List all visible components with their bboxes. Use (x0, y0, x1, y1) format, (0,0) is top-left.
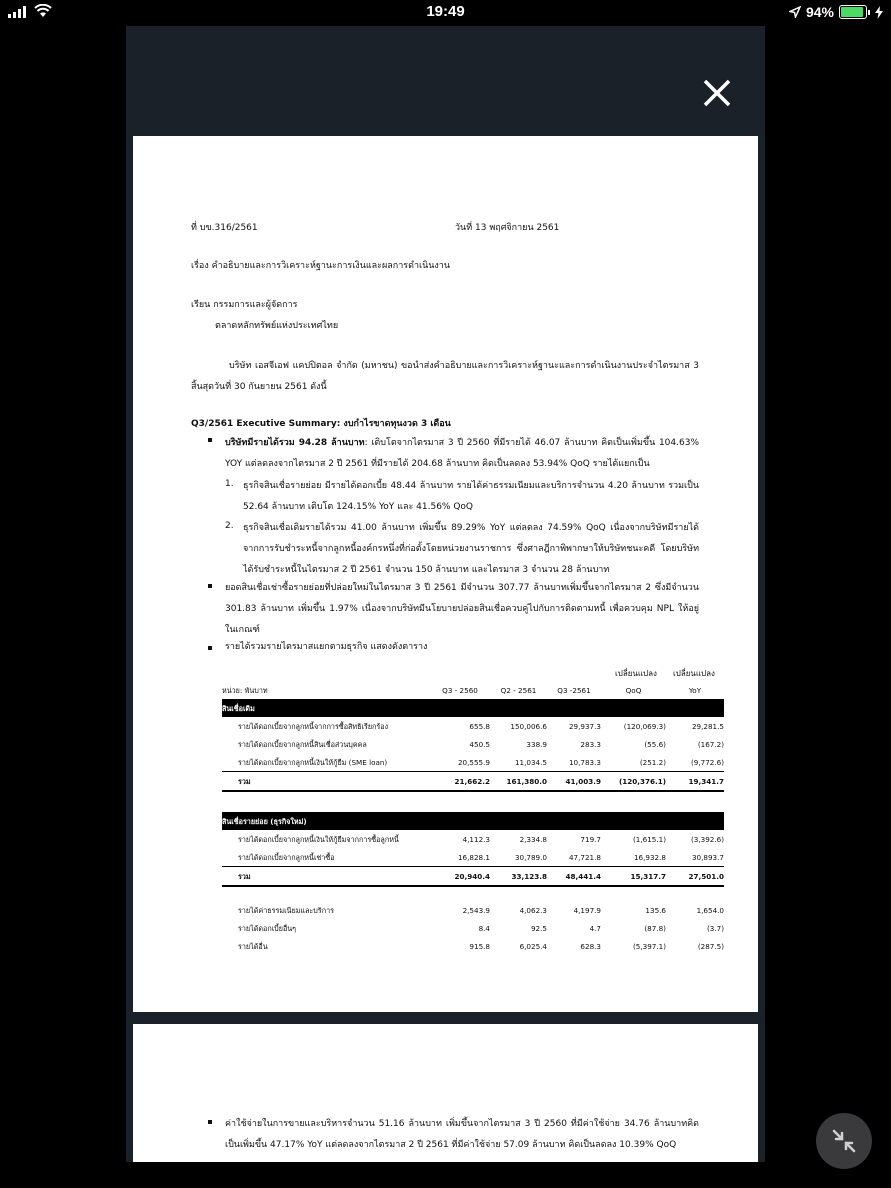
table-spacer (222, 791, 724, 812)
cell-value: 11,034.5 (514, 757, 547, 767)
table-total-row (222, 867, 724, 887)
cell-value: 30,789.0 (514, 852, 547, 862)
sub-item-1-text: ธุรกิจสินเชื่อรายย่อย มีรายได้ดอกเบี้ย 48.44 ล้านบาท รายได้ค่าธรรมเนียมและบริการจำนวน 4.20 ล้านบาท รวมเป็น 52.64 ล้านบาท เติบโต 124.15% YoY และ 41.56% QoQ (243, 481, 699, 512)
row-label: รายได้ดอกเบี้ยจากลูกหนี้สินเชื่อส่วนบุคคล (238, 739, 367, 749)
row-label: รายได้ดอกเบี้ยจากลูกหนี้เช่าซื้อ (238, 852, 335, 862)
cell-value: 10,783.3 (568, 757, 601, 767)
cell-value: 915.8 (469, 941, 490, 951)
bullet-dot (208, 584, 212, 588)
cell-value: (3.7) (706, 923, 724, 933)
cell-value: Q3 -2561 (557, 685, 591, 695)
document-page-2 (133, 1024, 758, 1162)
status-time: 19:49 (426, 3, 465, 20)
cell-value: (167.2) (697, 739, 724, 749)
cell-value: 20,555.9 (457, 757, 490, 767)
cell-value: 92.5 (530, 923, 547, 933)
row-label: รายได้ค่าธรรมเนียมและบริการ (238, 905, 334, 915)
row-label: รายได้อื่น (238, 941, 268, 951)
cell-value: 4,062.3 (519, 905, 547, 915)
cell-value: 1,654.0 (696, 905, 724, 915)
document-subject: เรื่อง คำอธิบายและการวิเคราะห์ฐานะการเงินและผลการดำเนินงาน (191, 261, 450, 271)
bullet-dot (208, 1120, 212, 1124)
bullet-revenue-text: : เติบโตจากไตรมาส 3 ปี 2560 ที่มีรายได้ 46.07 ล้านบาท คิดเป็นเพิ่มขึ้น 104.63% YOY แต่ลดลงจากไตรมาส 2 ปี 2561 ที่มีรายได้ 204.68 ล้านบาท คิดเป็นลดลง 53.94% QoQ รายได้แยกเป็น (225, 438, 699, 469)
sub-item-1-number: 1. (225, 479, 234, 489)
table-row (222, 919, 724, 937)
document-ref-no: ที่ บข.316/2561 (191, 223, 258, 233)
cell-value: 8.4 (478, 923, 490, 933)
cell-value: 16,828.1 (457, 852, 490, 862)
table-change-label-yoy: เปลี่ยนแปลง (673, 669, 715, 678)
cell-value: 4.7 (589, 923, 601, 933)
battery-percent: 94% (805, 4, 834, 20)
table-row (222, 901, 724, 919)
bullet-expenses: ค่าใช้จ่ายในการขายและบริหารจำนวน 51.16 ล้านบาท เพิ่มขึ้นจากไตรมาส 3 ปี 2560 ที่มีค่าใช้จ่าย 34.76 ล้านบาทคิดเป็นเพิ่มขึ้น 47.17% YoY แต่ลดลงจากไตรมาส 2 ปี 2561 ที่มีค่าใช้จ่าย 57.09 ล้านบาท คิดเป็นลดลง 10.39% QoQ (225, 1119, 699, 1150)
bullet-dot (208, 646, 212, 650)
table-spacer (222, 886, 724, 901)
cell-value: (87.8) (644, 923, 666, 933)
cell-value: 19,341.7 (666, 772, 724, 792)
document-addressee-org: ตลาดหลักทรัพย์แห่งประเทศไทย (215, 321, 339, 331)
table-row (222, 848, 724, 867)
cell-value: YoY (688, 685, 702, 695)
row-label: รวม (222, 772, 430, 792)
row-label: รายได้ดอกเบี้ยจากลูกหนี้จากการซื้อสิทธิเรียกร้อง (238, 721, 389, 731)
cell-value: 29,281.5 (691, 721, 724, 731)
bullet-table-intro: รายได้รวมรายไตรมาสแยกตามธุรกิจ แสดงดังตาราง (225, 642, 428, 652)
intro-paragraph: บริษัท เอสจีเอฟ แคปปิตอล จำกัด (มหาชน) ขอนำส่งคำอธิบายและการวิเคราะห์ฐานะและการดำเนินงานประจำไตรมาส 3 สิ้นสุดวันที่ 30 กันยายน 2561 ดังนี้ (191, 361, 699, 392)
section-header (222, 699, 724, 717)
cell-value: 33,123.8 (490, 867, 547, 887)
bullet-revenue (225, 433, 699, 475)
table-total-row (222, 772, 724, 792)
cell-value: 6,025.4 (519, 941, 547, 951)
document-addressee: เรียน กรรมการและผู้จัดการ (191, 300, 298, 310)
bullet-loans: ยอดสินเชื่อเช่าซื้อรายย่อยที่ปล่อยใหม่ในไตรมาส 3 ปี 2561 มีจำนวน 307.77 ล้านบาทเพิ่มขึ้นจากไตรมาส 2 ซึ่งมีจำนวน 301.83 ล้านบาท เพิ่มขึ้น 1.97% เนื่องจากบริษัทมีนโยบายปล่อยสินเชื่อควบคู่ไปกับการติดตามหนี้ เพื่อควบคุม NPL ให้อยู่ในเกณฑ์ (225, 583, 699, 635)
document-viewer[interactable] (126, 26, 765, 1162)
table-row (222, 735, 724, 753)
cell-value: 450.5 (469, 739, 490, 749)
document-page-1 (133, 136, 758, 1012)
table-header-row (222, 681, 724, 699)
cell-value: Q3 - 2560 (442, 685, 478, 695)
table-change-label-qoq: เปลี่ยนแปลง (615, 669, 657, 678)
exit-fullscreen-button[interactable] (816, 1113, 872, 1169)
cell-value: 655.8 (469, 721, 490, 731)
cell-value: (5,397.1) (632, 941, 666, 951)
cell-value: 4,112.3 (462, 834, 490, 844)
cell-value: 20,940.4 (430, 867, 490, 887)
cell-value: (287.5) (697, 941, 724, 951)
cell-value: 150,006.6 (510, 721, 547, 731)
row-label: รวม (222, 867, 430, 887)
table-row (222, 717, 724, 735)
cell-value: 628.3 (580, 941, 601, 951)
cell-value: 48,441.4 (547, 867, 601, 887)
cell-value: 27,501.0 (666, 867, 724, 887)
cell-value: QoQ (625, 685, 642, 695)
location-arrow-icon (789, 6, 801, 18)
cell-value: 21,662.2 (430, 772, 490, 792)
cell-value: 283.3 (580, 739, 601, 749)
cell-value: 41,003.9 (547, 772, 601, 792)
section-title: สินเชื่อรายย่อย (ธุรกิจใหม่) (222, 812, 724, 830)
row-label: รายได้ดอกเบี้ยอื่นๆ (238, 923, 297, 933)
cell-value: 161,380.0 (490, 772, 547, 792)
row-label: รายได้ดอกเบี้ยจากลูกหนี้เงินให้กู้ยืม (SME loan) (238, 757, 388, 767)
table-row (222, 830, 724, 848)
cell-value: 4,197.9 (573, 905, 601, 915)
table-row (222, 753, 724, 772)
section-title: สินเชื่อเดิม (222, 699, 724, 717)
cell-value: 2,334.8 (519, 834, 547, 844)
row-label: รายได้ดอกเบี้ยจากลูกหนี้เงินให้กู้ยืมจากการซื้อลูกหนี้ (238, 834, 399, 844)
row-label: หน่วย: พันบาท (222, 685, 268, 695)
sub-item-2-number: 2. (225, 521, 234, 531)
cell-value: (55.6) (644, 739, 666, 749)
cell-value: (251.2) (639, 757, 666, 767)
cell-value: (120,069.3) (623, 721, 666, 731)
cell-value: (1,615.1) (632, 834, 666, 844)
close-button[interactable] (695, 71, 739, 115)
cell-value: (120,376.1) (601, 772, 666, 792)
cell-value: 47,721.8 (568, 852, 601, 862)
cell-value: (3,392.6) (690, 834, 724, 844)
revenue-table (222, 681, 724, 955)
cell-value: Q2 - 2561 (500, 685, 537, 695)
cell-value: 135.6 (645, 905, 666, 915)
charging-bolt-icon (875, 6, 883, 19)
collapse-arrows-icon (816, 1113, 872, 1169)
table-row (222, 937, 724, 955)
sub-item-2-text: ธุรกิจสินเชื่อเดิมรายได้รวม 41.00 ล้านบาท เพิ่มขึ้น 89.29% YoY แต่ลดลง 74.59% QoQ เนื่องจากบริษัทมีรายได้จากการรับชำระหนี้จากลูกหนี้องค์กรหนึ่งที่ก่อตั้งโดยหน่วยงานราชการ ซึ่งศาลฎีกาพิพากษาให้บริษัทชนะคดี โดยบริษัทได้รับชำระหนี้ในไตรมาส 2 ปี 2561 จำนวน 150 ล้านบาท และไตรมาส 3 จำนวน 28 ล้านบาท (243, 523, 699, 575)
cell-value: 15,317.7 (601, 867, 666, 887)
cell-value: 2,543.9 (462, 905, 490, 915)
status-bar (0, 0, 891, 26)
section-header (222, 812, 724, 830)
cell-value: 30,893.7 (691, 852, 724, 862)
cell-value: 338.9 (526, 739, 547, 749)
battery-icon (839, 5, 867, 19)
document-date: วันที่ 13 พฤศจิกายน 2561 (455, 223, 560, 233)
summary-heading: Q3/2561 Executive Summary: งบกำไรขาดทุนงวด 3 เดือน (191, 419, 451, 429)
cell-value: (9,772.6) (690, 757, 724, 767)
cell-value: 16,932.8 (633, 852, 666, 862)
cell-value: 29,937.3 (568, 721, 601, 731)
cell-value: 719.7 (580, 834, 601, 844)
bullet-dot (208, 438, 212, 442)
close-icon (695, 71, 739, 115)
bullet-revenue-bold: บริษัทมีรายได้รวม 94.28 ล้านบาท (225, 438, 365, 448)
